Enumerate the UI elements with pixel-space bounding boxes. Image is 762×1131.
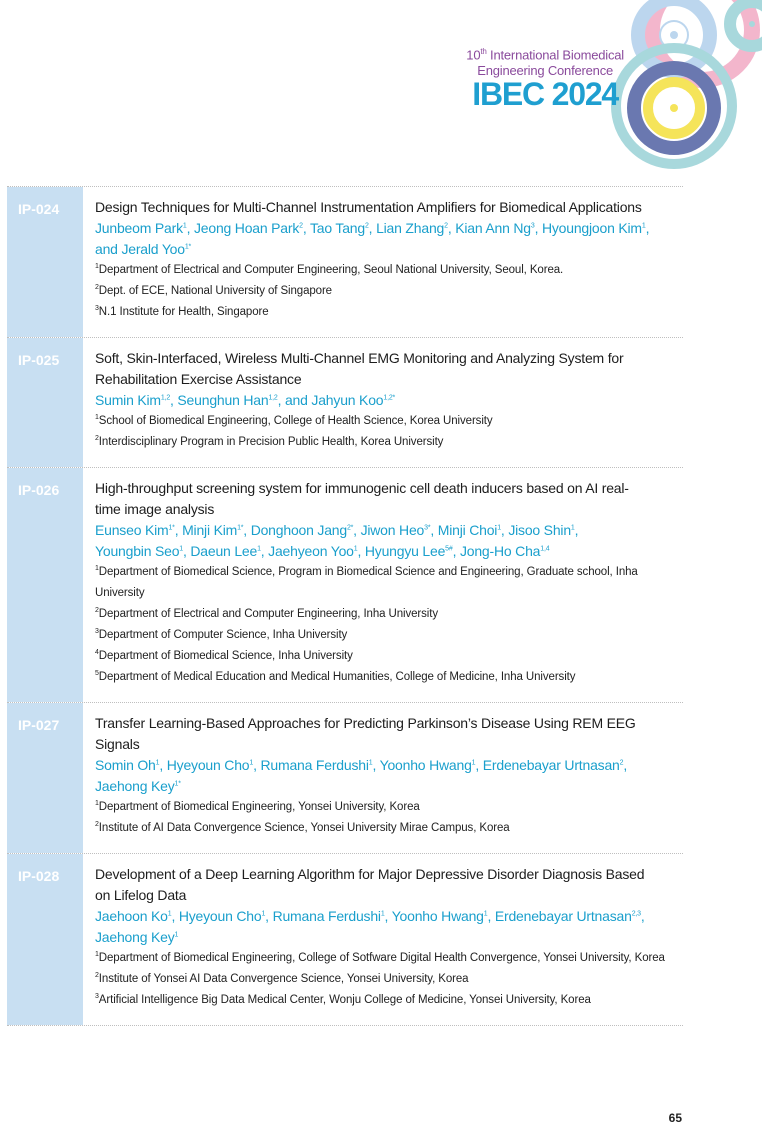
author-affiliation-mark: 2 [619,759,624,767]
author-separator: , [500,522,509,538]
author-name: Jong-Ho Cha [459,543,541,559]
author-name: Hyeyoun Cho [166,757,250,773]
affiliation-mark: 3 [95,628,99,636]
author-line [95,541,683,562]
author-name: Minji Kim [182,522,238,538]
affiliation-text: Department of Biomedical Engineering, College of Sotfware Digital Health Convergence, Yonsei University, Korea [98,952,665,964]
author-affiliation-mark: 1,4 [540,545,550,553]
author-separator: , [302,220,310,236]
author-name: Jaehoon Ko [95,908,168,924]
affiliation-text: N.1 Institute for Health, Singapore [98,306,269,318]
affiliation-line [95,583,683,604]
affiliation-text: Artificial Intelligence Big Data Medical Center, Wonju College of Medicine, Yonsei University, Korea [98,994,591,1006]
author-name: Hyoungjoon Kim [541,220,642,236]
affiliation-line [95,969,683,990]
author-affiliation-mark: 1 [483,910,488,918]
author-affiliation-mark: 1 [249,759,254,767]
poster-title-line: Design Techniques for Multi-Channel Instrumentation Amplifiers for Biomedical Applications [95,199,642,215]
author-name: Jiwon Heo [360,522,425,538]
author-separator: , [430,522,438,538]
author-line [95,520,683,541]
affiliation-text: Department of Electrical and Computer Engineering, Inha University [98,608,439,620]
affiliation-line [95,411,683,432]
poster-code-cell [7,468,83,702]
author-separator: , [243,522,251,538]
author-separator: , [171,908,179,924]
affiliation-text: Institute of Yonsei AI Data Convergence Science, Yonsei University, Korea [98,973,469,985]
affiliation-text: University [95,587,145,599]
author-separator: , [384,908,392,924]
author-name: Eunseo Kim [95,522,169,538]
author-separator: , [186,220,194,236]
poster-entry [7,702,683,853]
author-line [95,239,683,260]
affiliation-line [95,260,683,281]
poster-details [83,468,683,702]
affiliation-text: Interdisciplinary Program in Precision Public Health, Korea University [98,436,444,448]
author-affiliation-mark: 1 [174,931,179,939]
author-affiliation-mark: 1* [168,524,175,532]
page-number: 65 [668,1111,682,1125]
author-name: Youngbin Seo [95,543,180,559]
author-affiliation-mark: 1* [237,524,244,532]
affiliation-text: Department of Biomedical Engineering, Yonsei University, Korea [98,801,420,813]
affiliation-text: Department of Biomedical Science, Inha University [98,650,353,662]
author-separator: , [574,522,579,538]
author-name: Kian Ann Ng [455,220,531,236]
affiliation-line [95,667,683,688]
author-affiliation-mark: 1 [353,545,358,553]
poster-details [83,854,683,1025]
author-affiliation-mark: 1 [471,759,476,767]
poster-details [83,703,683,853]
author-affiliation-mark: 1* [184,243,192,251]
affiliation-line [95,432,683,453]
affiliation-text: Dept. of ECE, National University of Singapore [98,285,332,297]
author-name: Minji Choi [437,522,498,538]
author-separator: , [159,757,167,773]
author-affiliation-mark: 1* [174,780,181,788]
affiliation-line [95,818,683,839]
affiliation-line [95,281,683,302]
conference-title-block [466,44,624,111]
affiliation-line [95,604,683,625]
author-separator: , [452,543,460,559]
affiliation-line [95,797,683,818]
author-name: Somin Oh [95,757,156,773]
poster-entry [7,186,683,337]
author-separator: , [534,220,542,236]
poster-details [83,187,683,337]
page-header [0,0,762,180]
author-affiliation-mark: 1 [368,759,373,767]
poster-details [83,338,683,467]
author-name: Jaehong Key [95,929,175,945]
conference-name-line2: Engineering Conference [477,63,614,79]
poster-title-line: time image analysis [95,501,215,517]
poster-title-line: Transfer Learning-Based Approaches for Predicting Parkinson’s Disease Using REM EEG [95,715,636,731]
affiliation-line [95,948,683,969]
affiliation-text: Institute of AI Data Convergence Science, Yonsei University Mirae Campus, Korea [98,822,510,834]
author-name: Jisoo Shin [508,522,571,538]
author-affiliation-mark: 1 [179,545,183,553]
author-name: Tao Tang [310,220,365,236]
affiliation-line [95,990,683,1011]
author-name: Junbeom Park [95,220,183,236]
poster-code: IP-028 [18,868,60,884]
affiliation-mark: 2 [95,607,99,615]
author-separator: , [357,543,365,559]
affiliation-mark: 4 [95,649,99,657]
affiliation-text: Department of Computer Science, Inha University [98,629,348,641]
author-name: Yoonho Hwang [391,908,484,924]
poster-code-cell [7,338,83,467]
poster-title-line: Signals [95,736,140,752]
poster-entry [7,337,683,467]
poster-code-cell [7,854,83,1025]
poster-title-line: Development of a Deep Learning Algorithm for Major Depressive Disorder Diagnosis Based [95,866,645,882]
poster-code: IP-027 [18,717,60,733]
author-name: Seunghun Han [177,392,269,408]
author-line [95,218,683,239]
author-affiliation-mark: 1,2 [160,394,171,402]
affiliation-text: Department of Electrical and Computer Engineering, Seoul National University, Seoul, Korea. [98,264,564,276]
author-affiliation-mark: 1 [261,910,266,918]
affiliation-mark: 3 [95,305,99,313]
conference-short-name: IBEC 2024 [472,76,619,113]
author-name: and Jerald Yoo [95,241,185,257]
author-affiliation-mark: 2* [346,524,354,532]
author-name: Erdenebayar Urtnasan [494,908,632,924]
affiliation-mark: 5 [95,670,99,678]
author-affiliation-mark: 1,2 [268,394,278,402]
author-affiliation-mark: 1 [257,545,261,553]
affiliation-mark: 2 [95,284,99,292]
author-affiliation-mark: 3* [424,524,431,532]
affiliation-mark: 2 [95,821,99,829]
poster-code: IP-024 [18,201,60,217]
affiliation-line [95,625,683,646]
affiliation-mark: 1 [95,951,99,959]
author-separator: , [174,522,183,538]
author-affiliation-mark: 2 [364,222,369,230]
author-affiliation-mark: 2,3 [631,910,641,918]
conference-name-line1: 10th International Biomedical [466,47,624,63]
poster-title-line: on Lifelog Data [95,887,187,903]
author-name: Lian Zhang [376,220,445,236]
author-name: Jeong Hoan Park [193,220,300,236]
affiliation-mark: 1 [95,263,99,271]
affiliation-mark: 1 [95,800,99,808]
author-separator: , [447,220,456,236]
poster-entry [7,467,683,702]
affiliation-text: Department of Biomedical Science, Program in Biomedical Science and Engineering, Graduate school, Inha [98,566,638,578]
poster-code: IP-025 [18,352,60,368]
author-separator: , [372,757,380,773]
author-separator: , [640,908,645,924]
affiliation-text: School of Biomedical Engineering, College of Health Science, Korea University [98,415,493,427]
author-separator: , [487,908,495,924]
poster-code-cell [7,187,83,337]
author-name: Erdenebayar Urtnasan [482,757,620,773]
author-separator: , [260,543,269,559]
author-line [95,755,683,776]
affiliation-mark: 1 [95,414,99,422]
author-name: Yoonho Hwang [379,757,472,773]
author-name: Rumana Ferdushi [260,757,369,773]
poster-title-line: Rehabilitation Exercise Assistance [95,371,302,387]
poster-title-line: Soft, Skin-Interfaced, Wireless Multi-Channel EMG Monitoring and Analyzing System for [95,350,624,366]
affiliation-line [95,646,683,667]
author-affiliation-mark: 1 [167,910,172,918]
author-separator: , [253,757,261,773]
author-separator: , [265,908,273,924]
poster-code: IP-026 [18,482,60,498]
author-name: Jaehong Key [95,778,175,794]
author-affiliation-mark: 2 [299,222,303,230]
author-affiliation-mark: 1 [641,222,646,230]
poster-title-line: High-throughput screening system for immunogenic cell death inducers based on AI real- [95,480,629,496]
author-affiliation-mark: 1 [497,524,501,532]
author-separator: , [170,392,178,408]
affiliation-mark: 3 [95,993,99,1001]
author-name: Hyungyu Lee [364,543,446,559]
affiliation-mark: 1 [95,565,99,573]
poster-list [7,186,683,1026]
affiliation-mark: 2 [95,972,99,980]
author-name: and Jahyun Koo [284,392,384,408]
affiliation-line [95,302,683,323]
author-separator: , [623,757,628,773]
author-line [95,776,683,797]
author-name: Rumana Ferdushi [272,908,381,924]
author-affiliation-mark: 1 [380,910,385,918]
author-name: Daeun Lee [190,543,258,559]
author-affiliation-mark: 1 [182,222,187,230]
author-separator: , [368,220,377,236]
author-separator: , [353,522,361,538]
author-separator: , [277,392,285,408]
author-affiliation-mark: 5# [445,545,453,553]
affiliation-text: Department of Medical Education and Medical Humanities, College of Medicine, Inha University [98,671,576,683]
author-name: Jaehyeon Yoo [268,543,354,559]
author-line [95,927,683,948]
author-affiliation-mark: 1 [155,759,160,767]
author-affiliation-mark: 1,2* [383,394,396,402]
author-separator: , [182,543,191,559]
author-name: Donghoon Jang [250,522,347,538]
poster-entry [7,853,683,1026]
author-name: Sumin Kim [95,392,161,408]
author-name: Hyeyoun Cho [178,908,262,924]
affiliation-line [95,562,683,583]
author-separator: , [645,220,650,236]
affiliation-mark: 2 [95,435,99,443]
author-affiliation-mark: 1 [570,524,575,532]
poster-code-cell [7,703,83,853]
author-affiliation-mark: 2 [444,222,448,230]
author-separator: , [475,757,483,773]
author-line [95,390,683,411]
author-affiliation-mark: 3 [530,222,535,230]
author-line [95,906,683,927]
